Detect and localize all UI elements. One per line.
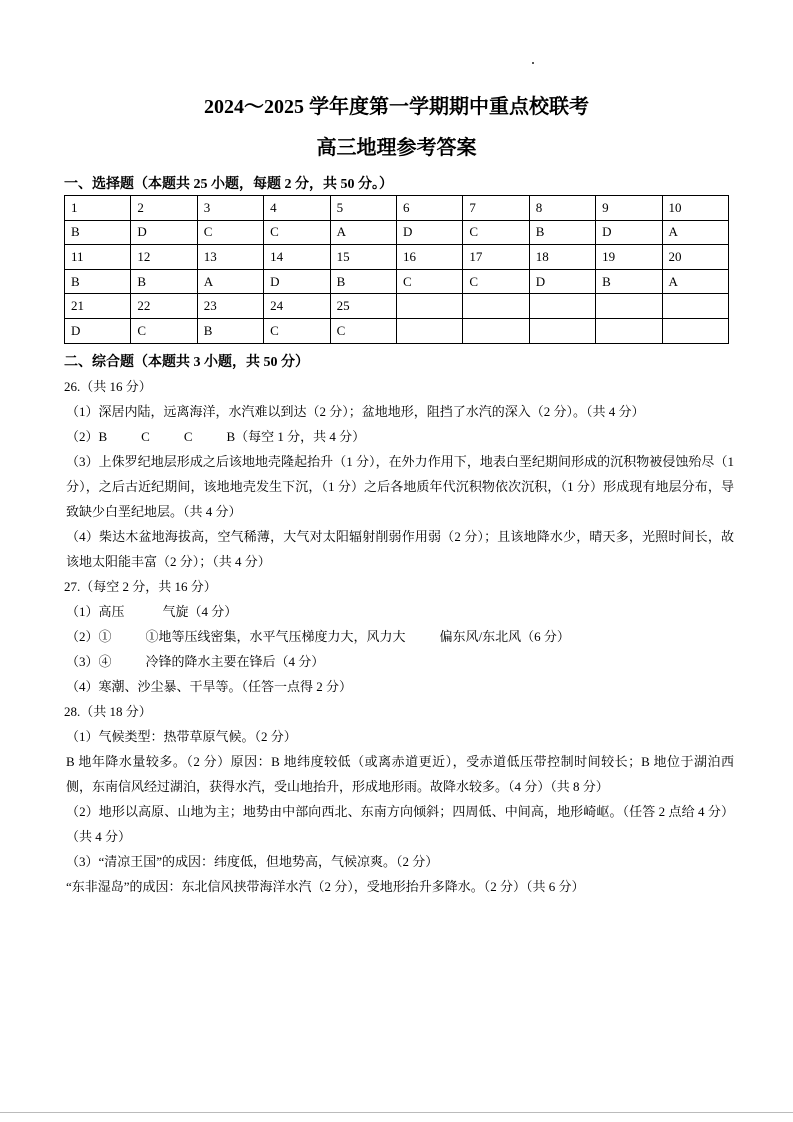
table-cell (463, 318, 529, 343)
q28-part1: （1）气候类型：热带草原气候。（2 分） (66, 729, 297, 744)
table-cell: 10 (662, 196, 728, 221)
table-cell: 16 (396, 245, 462, 270)
table-cell: 11 (65, 245, 131, 270)
q26-p2-b: C (183, 429, 193, 444)
question-number-row (65, 245, 729, 270)
table-cell: A (662, 220, 728, 245)
q27-part3 (64, 649, 734, 674)
table-cell: 2 (131, 196, 197, 221)
table-cell: D (396, 220, 462, 245)
q26-p2-a: C (141, 429, 150, 444)
answer-row (65, 220, 729, 245)
table-cell (529, 318, 595, 343)
table-cell (396, 294, 462, 319)
q26-part3: （3）上侏罗纪地层形成之后该地地壳隆起抬升（1 分），在外力作用下，地表白垩纪期间形成的沉积物被侵蚀殆尽（1 分），之后古近纪期间，该地地壳发生下沉，（1 分）之后各地质年代沉积物依次沉积，（1 分）形成现有地层分布，导致缺少白垩纪地层。（共 4 分） (66, 454, 734, 519)
table-cell (662, 318, 728, 343)
table-cell: 5 (330, 196, 396, 221)
q28-part2: （2）地形以高原、山地为主；地势由中部向西北、东南方向倾斜；四周低、中间高，地形崎岖。（任答 2 点给 4 分）（共 4 分） (66, 804, 734, 844)
q26-p2-c: B（每空 1 分，共 4 分） (226, 429, 366, 444)
table-cell: B (131, 269, 197, 294)
table-cell: B (529, 220, 595, 245)
table-cell (596, 294, 662, 319)
document-subtitle: 高三地理参考答案 (316, 137, 477, 159)
table-cell: A (197, 269, 263, 294)
table-cell: A (662, 269, 728, 294)
q27-heading: 27.（每空 2 分，共 16 分） (64, 579, 217, 594)
table-cell: 12 (131, 245, 197, 270)
q27-part2 (64, 624, 734, 649)
table-cell: 3 (197, 196, 263, 221)
table-cell: C (330, 318, 396, 343)
speck (532, 62, 534, 64)
q27-p2-a: （2）① (66, 629, 112, 644)
q27-p3-b: 冷锋的降水主要在锋后（4 分） (145, 654, 325, 669)
table-cell: 18 (529, 245, 595, 270)
question-number-row (65, 294, 729, 319)
answer-row (65, 318, 729, 343)
q28-part3: （3）“清凉王国”的成因：纬度低，但地势高，气候凉爽。（2 分） (66, 854, 439, 869)
table-cell: A (330, 220, 396, 245)
q26-part1: （1）深居内陆，远离海洋，水汽难以到达（2 分）；盆地地形，阻挡了水汽的深入（2 分）。（共 4 分） (66, 404, 645, 419)
table-cell: B (596, 269, 662, 294)
table-cell: 24 (264, 294, 330, 319)
section-1-heading: 一、选择题（本题共 25 小题，每题 2 分，共 50 分。） (64, 177, 393, 192)
q26-p2-label: （2）B (66, 429, 108, 444)
table-cell: 14 (264, 245, 330, 270)
table-cell: C (463, 269, 529, 294)
table-cell: C (264, 318, 330, 343)
table-cell: 7 (463, 196, 529, 221)
table-cell (463, 294, 529, 319)
table-cell (596, 318, 662, 343)
table-cell: D (65, 318, 131, 343)
q27-p2-c: 偏东风/东北风（6 分） (439, 629, 570, 644)
q27-p1-a: （1）高压 (66, 604, 125, 619)
table-cell: 8 (529, 196, 595, 221)
table-cell: 25 (330, 294, 396, 319)
table-cell: C (131, 318, 197, 343)
table-cell: 20 (662, 245, 728, 270)
table-cell: 6 (396, 196, 462, 221)
table-cell (662, 294, 728, 319)
q26-part4: （4）柴达木盆地海拔高，空气稀薄，大气对太阳辐射削弱作用弱（2 分）；且该地降水少，晴天多，光照时间长，故该地太阳能丰富（2 分）；（共 4 分） (66, 529, 734, 569)
table-cell: D (529, 269, 595, 294)
q27-p2-b: ①地等压线密集，水平气压梯度力大，风力大 (145, 629, 406, 644)
table-cell: D (264, 269, 330, 294)
q26-part2 (64, 424, 734, 449)
table-cell (529, 294, 595, 319)
table-cell (396, 318, 462, 343)
q28-part1b: B 地年降水量较多。（2 分）原因：B 地纬度较低（或离赤道更近），受赤道低压带控制时间较长；B 地位于湖泊西侧，东南信风经过湖泊，获得水汽，受山地抬升，形成地形雨。故降水较多。（4 分）（共 8 分） (66, 754, 734, 794)
q28-heading: 28.（共 18 分） (64, 704, 152, 719)
answer-table (64, 195, 729, 344)
table-cell: B (65, 269, 131, 294)
document-title: 2024～2025 学年度第一学期期中重点校联考 (204, 96, 589, 118)
q27-p3-a: （3）④ (66, 654, 112, 669)
table-cell: D (596, 220, 662, 245)
table-cell: 15 (330, 245, 396, 270)
table-cell: 4 (264, 196, 330, 221)
table-cell: 9 (596, 196, 662, 221)
q26-heading: 26.（共 16 分） (64, 379, 152, 394)
table-cell: 17 (463, 245, 529, 270)
table-cell: B (197, 318, 263, 343)
table-cell: C (197, 220, 263, 245)
table-cell: 13 (197, 245, 263, 270)
table-cell: D (131, 220, 197, 245)
section-2-heading: 二、综合题（本题共 3 小题，共 50 分） (64, 355, 309, 370)
q28-part3b: “东非湿岛”的成因：东北信风挟带海洋水汽（2 分），受地形抬升多降水。（2 分）（共 6 分） (66, 879, 585, 894)
q27-part1 (64, 599, 734, 624)
table-cell: 21 (65, 294, 131, 319)
table-cell: B (330, 269, 396, 294)
table-cell: C (396, 269, 462, 294)
table-cell: C (463, 220, 529, 245)
table-cell: B (65, 220, 131, 245)
table-cell: 23 (197, 294, 263, 319)
page-bottom-rule (0, 1112, 793, 1113)
q27-part4: （4）寒潮、沙尘暴、干旱等。（任答一点得 2 分） (66, 679, 353, 694)
answers-body (64, 374, 734, 899)
q27-p1-b: 气旋（4 分） (162, 604, 238, 619)
table-cell: 22 (131, 294, 197, 319)
table-cell: 1 (65, 196, 131, 221)
table-cell: C (264, 220, 330, 245)
table-cell: 19 (596, 245, 662, 270)
question-number-row (65, 196, 729, 221)
answer-row (65, 269, 729, 294)
